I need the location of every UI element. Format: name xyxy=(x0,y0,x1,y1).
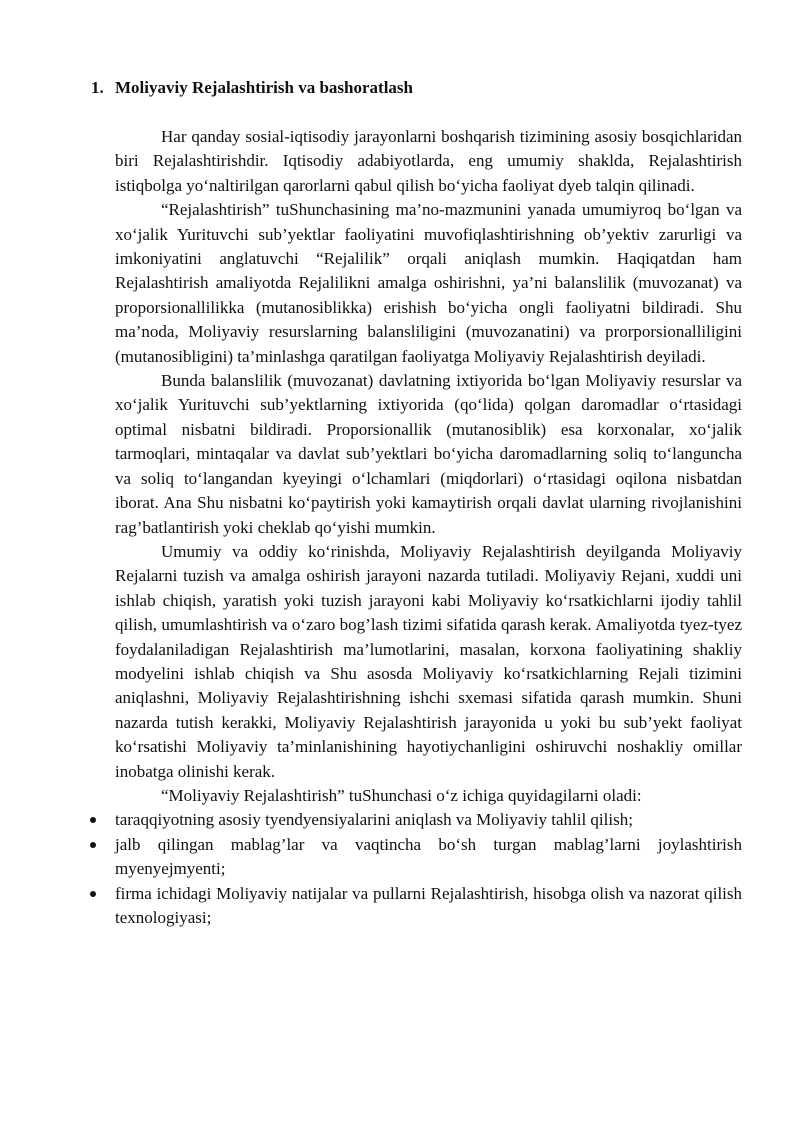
bullet-item: firma ichidagi Moliyaviy natijalar va pullarni Rejalashtirish, hisobga olish va nazorat qilish texnologiyasi; xyxy=(115,882,742,931)
paragraph: “Moliyaviy Rejalashtirish” tuShunchasi o‘z ichiga quyidagilarni oladi: xyxy=(161,785,642,805)
paragraph: Umumiy va oddiy ko‘rinishda, Moliyaviy Rejalashtirish deyilganda Moliyaviy Rejalarni tuzish va amalga oshirish jarayoni nazarda tutiladi. Moliyaviy Rejani, xuddi uni ishlab chiqish, yaratish yoki tuzish jarayoni kabi Moliyaviy ko‘rsatkichlarni ijodiy tahlil qilish, umumlashtirish va o‘zaro bog’lash tizimi sifatida qarash kerak. Amaliyotda tyez-tyez foydalaniladigan Rejalashtirish ma’lumotlarini, masalan, korxona faoliyatining shakliy modyelini ishlab chiqish va Shu asosda Moliyaviy ko‘rsatkichlarning Rejali tizimini aniqlashni, Moliyaviy Rejalashtirishning ishchi sxemasi sifatida qarash mumkin. Shuni nazarda tutish kerakki, Moliyaviy Rejalashtirish jarayonida u yoki bu sub’yekt faoliyat ko‘rsatishi Moliyaviy ta’minlanishining hayotiychanligini oshiruvchi noshakliy omillar inobatga olinishi kerak. xyxy=(115,541,742,781)
document-body xyxy=(115,125,742,930)
paragraph: Har qanday sosial-iqtisodiy jarayonlarni boshqarish tizimining asosiy bosqichlaridan biri Rejalashtirishdir. Iqtisodiy adabiyotlarda, eng umumiy shaklda, Rejalashtirish istiqbolga yo‘naltirilgan qarorlarni qabul qilish bo‘yicha faoliyat dyeb talqin qilinadi. xyxy=(115,127,742,195)
paragraph: Bunda balanslilik (muvozanat) davlatning ixtiyorida bo‘lgan Moliyaviy resurslar va xo‘jalik Yurituvchi sub’yektlarning ixtiyorida (qo‘lida) qolgan daromadlar o‘rtasidagi optimal nisbatni bildiradi. Proporsionallik (mutanosiblik) esa korxonalar, xo‘jalik tarmoqlari, mintaqalar va davlat sub’yektlari bo‘yicha daromadlarning soliq to‘languncha va soliq to‘langandan kyeyingi o‘lchamlari (miqdorlari) o‘rtasidagi oqilona nisbatdan iborat. Ana Shu nisbatni ko‘paytirish yoki kamaytirish orqali davlat ularning rivojlanishini rag’batlantirish yoki cheklab qo‘yishi mumkin. xyxy=(115,371,742,537)
bullet-item: taraqqiyotning asosiy tyendyensiyalarini aniqlash va Moliyaviy tahlil qilish; xyxy=(115,808,742,832)
section-number: 1. xyxy=(91,78,104,97)
section-title: Moliyaviy Rejalashtirish va bashoratlash xyxy=(115,78,413,97)
section-heading xyxy=(91,76,413,100)
bullet-list xyxy=(115,808,742,930)
bullet-item: jalb qilingan mablag’lar va vaqtincha bo‘sh turgan mablag’larni joylashtirish myenyejmyenti; xyxy=(115,833,742,882)
paragraph: “Rejalashtirish” tuShunchasining ma’no-mazmunini yanada umumiyroq bo‘lgan va xo‘jalik Yurituvchi sub’yektlar faoliyatini muvofiqlashtirishning ob’yektiv zarurligi va imkoniyatini anglatuvchi “Rejalilik” orqali aniqlash mumkin. Haqiqatdan ham Rejalashtirish amaliyotda Rejalilikni amalga oshirishni, ya’ni balanslilik (muvozanat) va proporsionallilikka (mutanosiblikka) erishish bo‘yicha ongli faoliyatni bildiradi. Shu ma’noda, Moliyaviy resurslarning balansliligini (muvozanatini) va prorporsionalliligini (mutanosibligini) ta’minlashga qaratilgan faoliyatga Moliyaviy Rejalashtirish deyiladi. xyxy=(115,200,742,366)
